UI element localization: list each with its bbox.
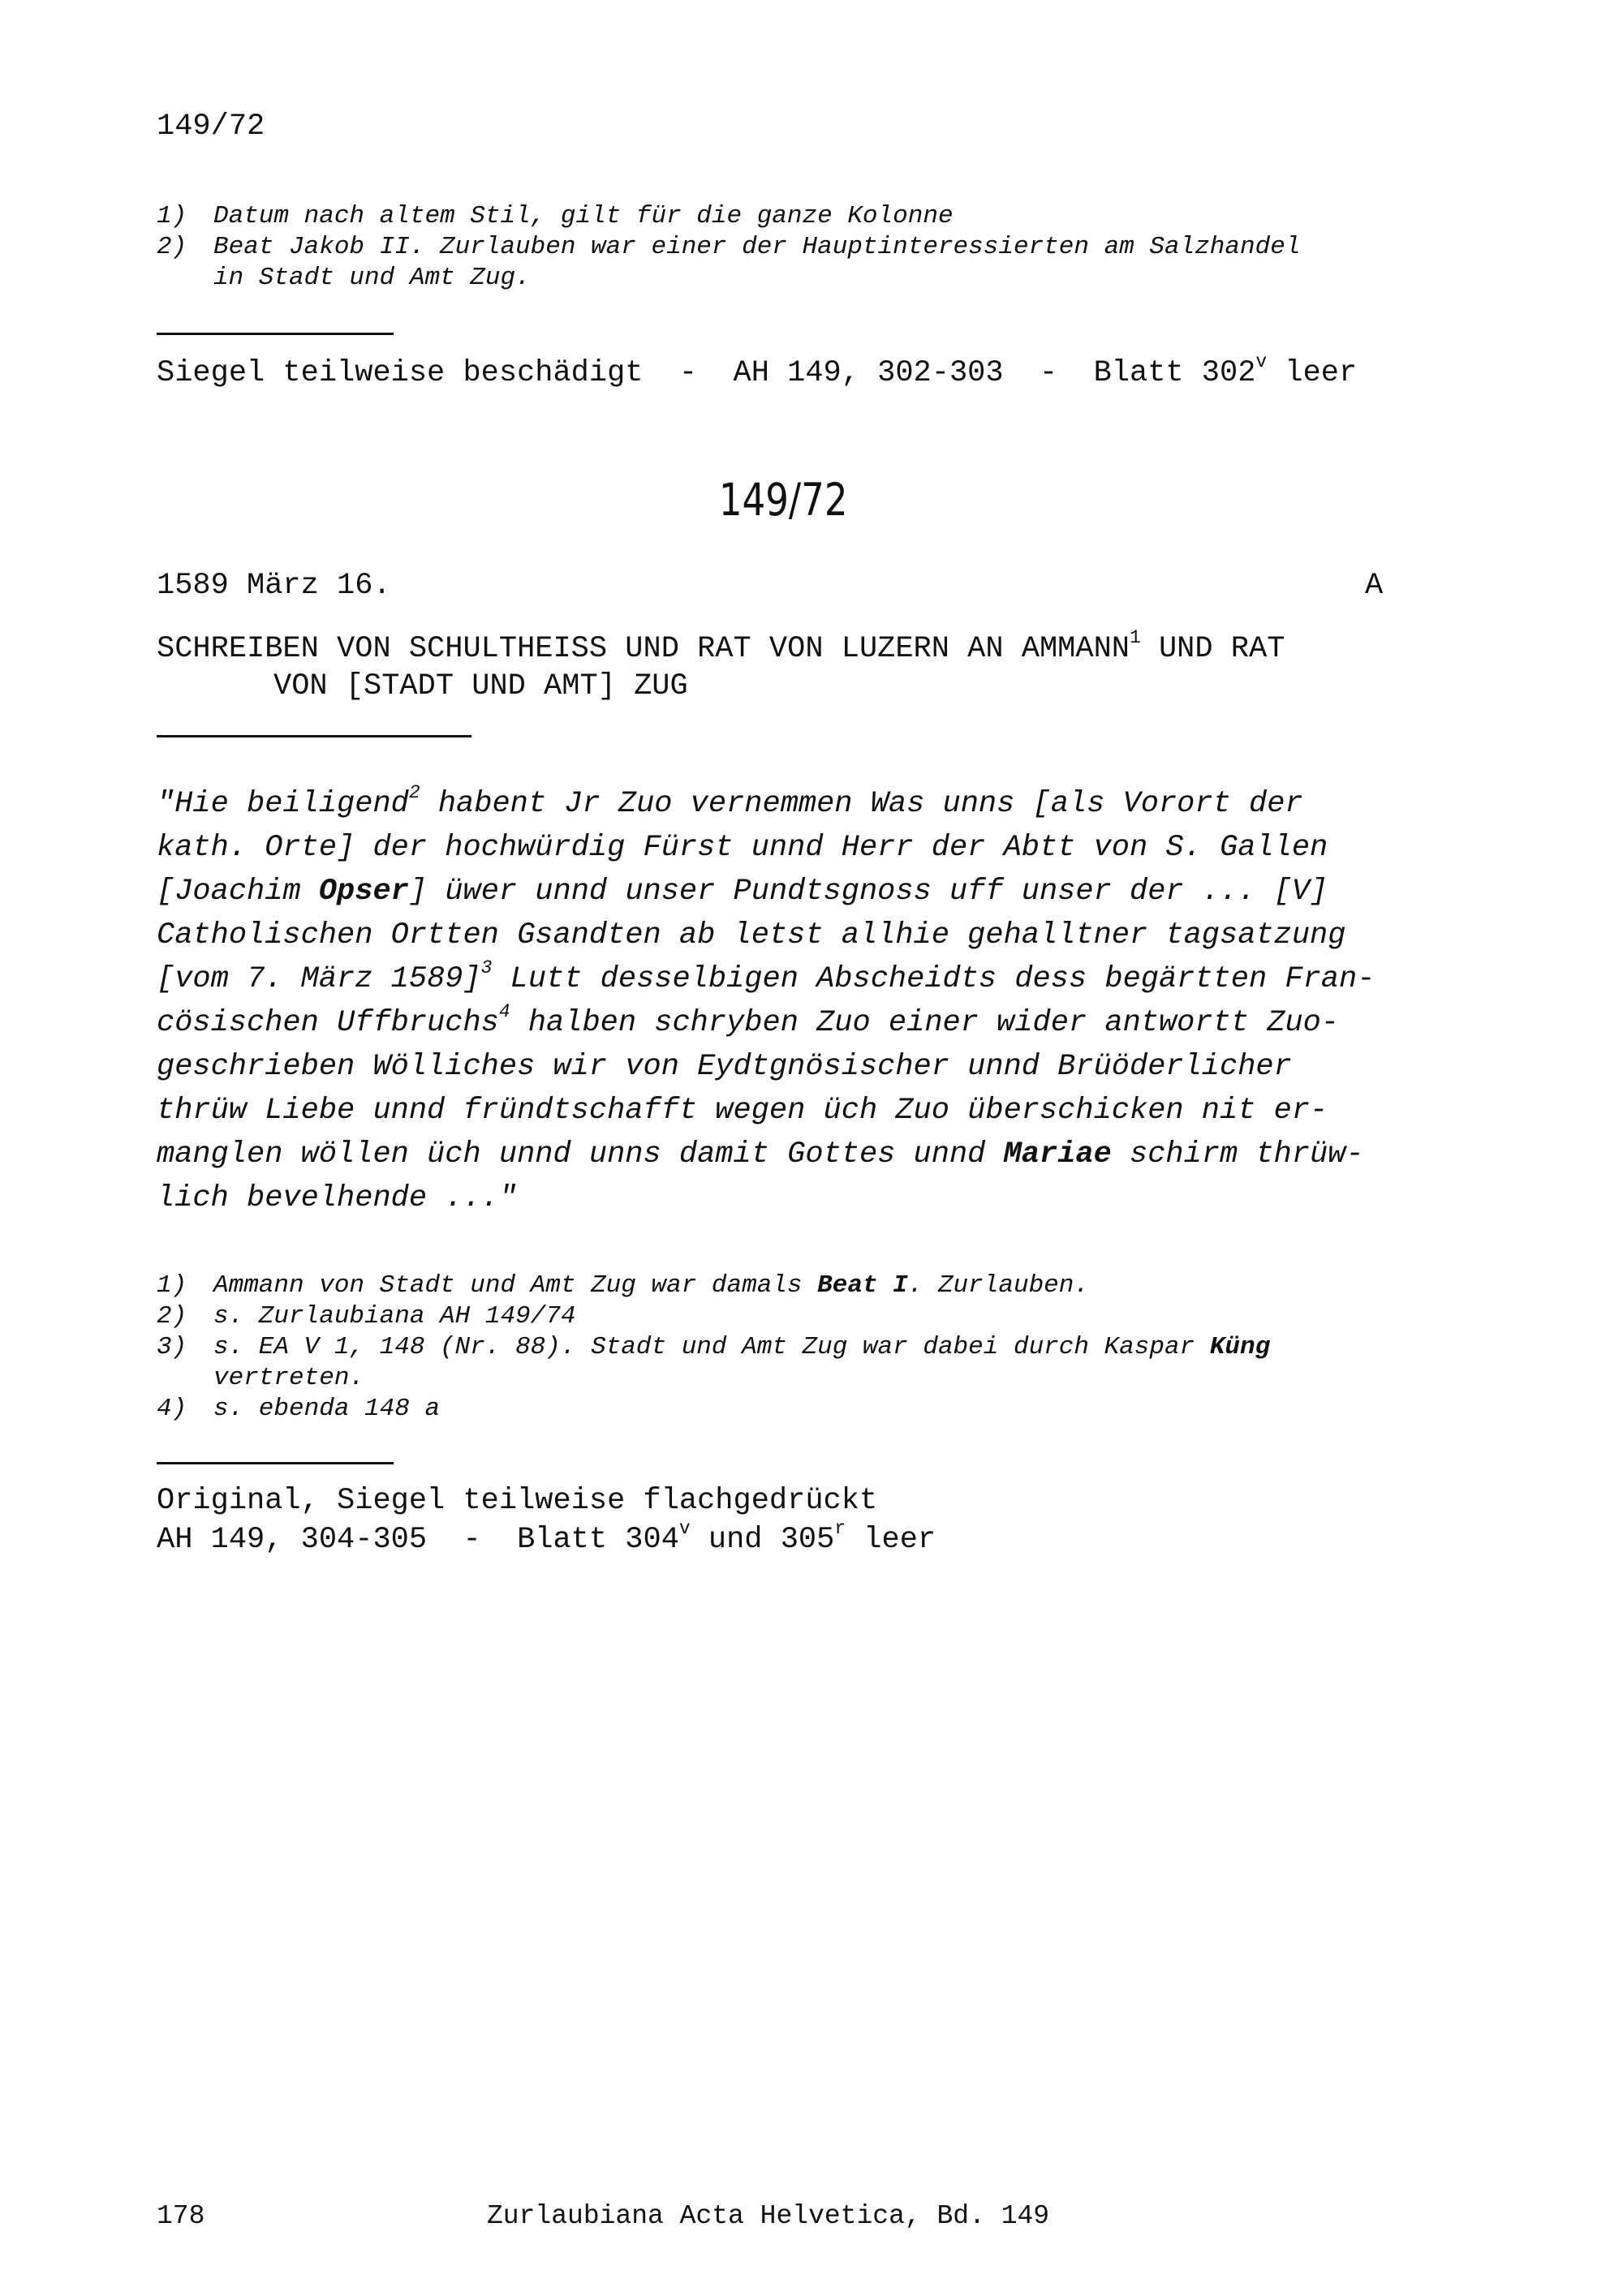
footnote-text: Ammann von Stadt und Amt Zug war damals Beat I. Zurlauben. [213,1271,1089,1300]
footnote-number: 2) [157,1302,187,1331]
quote-line: cösischen Uffbruchs$^4$ halben schryben Zuo einer wider antwortt Zuo- [157,1000,1340,1040]
title-divider [157,735,471,737]
footnote-number: 1) [157,1271,187,1300]
entry-source-note: Original, Siegel teilweise flachgedrückt [157,1484,878,1518]
footnote-text: s. ebenda 148 a [213,1395,441,1423]
quote-line: [vom 7. März 1589]$^3$ Lutt desselbigen Abscheidts dess begärtten Fran- [157,957,1375,996]
footnote-text: Datum nach altem Stil, gilt für die ganze Kolonne [213,202,954,230]
footnote-text: s. Zurlaubiana AH 149/74 [213,1302,576,1331]
person-name: Mariae [1003,1137,1112,1172]
footnote [157,1332,1487,1363]
quote-line: geschrieben Wölliches wir von Eydtgnösischer unnd Brüöderlicher [157,1050,1292,1084]
footnote [157,201,1471,232]
quote-line: "Hie beiligend$^2$ habent Jr Zuo vernemmen Was unns [als Vorort der [157,781,1303,821]
footnote [157,232,1471,263]
quote-line: [Joachim Opser] üwer unnd unser Pundtsgnoss uff unser der ... [V] [157,875,1328,909]
quote-line: lich bevelhende ..." [157,1181,518,1215]
footnote-text: s. EA V 1, 148 (Nr. 88). Stadt und Amt Zug war dabei durch Kaspar Küng [213,1333,1271,1361]
footnote [157,1271,1487,1301]
footnote-divider [157,1462,394,1464]
entry-title-continuation: VON [STADT UND AMT] ZUG [273,669,688,703]
quote-line: Catholischen Ortten Gsandten ab letst allhie gehalltner tagsatzung [157,918,1346,952]
footnote-number: 1) [157,202,187,230]
quote-line: kath. Orte] der hochwürdig Fürst unnd Herr der Abtt von S. Gallen [157,831,1328,865]
footnote-text: in Stadt und Amt Zug. [213,264,531,292]
entry-number: 149/72 [718,474,848,526]
footnote-number: 2) [157,233,187,261]
entry-source-location: AH 149, 304-305 - Blatt 304$^v$ und 305$^r$ leer [157,1517,936,1557]
quote-line: thrüw Liebe unnd fründtschafft wegen üch Zuo überschicken nit er- [157,1094,1328,1128]
running-entry-id: 149/72 [157,110,265,144]
entry-title: SCHREIBEN VON SCHULTHEISS UND RAT VON LUZERN AN AMMANN$^1$ UND RAT [157,626,1285,666]
page-number: 178 [157,2201,205,2231]
quote-line: manglen wöllen üch unnd unns damit Gottes unnd Mariae schirm thrüw- [157,1137,1364,1172]
footnote-number: 4) [157,1395,187,1423]
footnote-continuation [157,1363,1487,1394]
person-name: Opser [318,875,409,909]
entry-footnotes [157,1271,1487,1425]
prev-footnotes [157,201,1471,294]
footnote-text: vertreten. [213,1364,365,1392]
entry-marker: A [1365,569,1384,603]
footnote-continuation [157,263,1471,294]
footnote [157,1394,1487,1425]
footnote-text: Beat Jakob II. Zurlauben war einer der Hauptinteressierten am Salzhandel [213,233,1301,261]
footnote [157,1301,1487,1332]
entry-date: 1589 März 16. [157,569,391,603]
letter-quote [157,782,1487,1220]
publication-title: Zurlaubiana Acta Helvetica, Bd. 149 [487,2201,1050,2231]
footnote-divider [157,333,394,335]
footnote-number: 3) [157,1333,187,1361]
prev-source-note: Siegel teilweise beschädigt - AH 149, 302-303 - Blatt 302$^v$ leer [157,350,1358,390]
